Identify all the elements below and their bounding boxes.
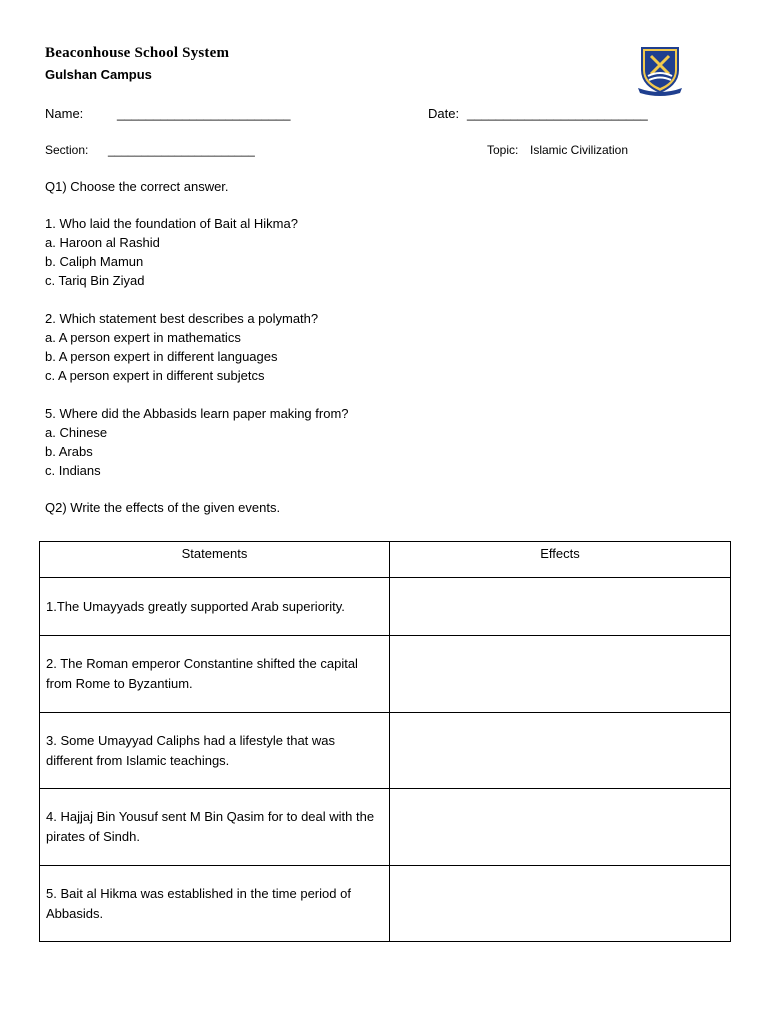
campus-name: Gulshan Campus	[45, 67, 152, 82]
answer-option[interactable]: a. Haroon al Rashid	[45, 235, 160, 250]
question-text: 2. Which statement best describes a polymath?	[45, 311, 319, 326]
topic-value: Islamic Civilization	[530, 143, 629, 157]
effect-cell[interactable]	[389, 789, 730, 866]
table-row	[40, 789, 731, 866]
effect-cell[interactable]	[389, 866, 730, 942]
statement-cell: 4. Hajjaj Bin Yousuf sent M Bin Qasim for to deal with the pirates of Sindh.	[40, 789, 390, 866]
question-block	[45, 214, 298, 290]
section-label: Section:	[45, 143, 89, 157]
answer-option[interactable]: c. Indians	[45, 463, 101, 478]
date-label: Date:	[428, 106, 460, 121]
school-name: Beaconhouse School System	[45, 45, 230, 61]
date-blank[interactable]: _________________________	[467, 106, 648, 121]
question-block	[45, 309, 318, 385]
statement-cell: 3. Some Umayyad Caliphs had a lifestyle that was different from Islamic teachings.	[40, 713, 390, 789]
question-block	[45, 404, 349, 480]
question-text: 1. Who laid the foundation of Bait al Hikma?	[45, 216, 298, 231]
statement-cell: 2. The Roman emperor Constantine shifted the capital from Rome to Byzantium.	[40, 636, 390, 713]
statement-cell: 1.The Umayyads greatly supported Arab superiority.	[40, 578, 390, 636]
effect-cell[interactable]	[389, 713, 730, 789]
answer-option[interactable]: b. Caliph Mamun	[45, 254, 144, 269]
answer-option[interactable]: c. A person expert in different subjetcs	[45, 368, 265, 383]
q2-heading: Q2) Write the effects of the given events.	[45, 500, 281, 515]
answer-option[interactable]: b. A person expert in different languages	[45, 349, 278, 364]
name-blank[interactable]: ________________________	[117, 106, 291, 121]
effect-cell[interactable]	[389, 636, 730, 713]
table-row	[40, 866, 731, 942]
table-row	[40, 578, 731, 636]
effect-cell[interactable]	[389, 578, 730, 636]
answer-option[interactable]: b. Arabs	[45, 444, 93, 459]
effects-header: Effects	[389, 542, 730, 578]
answer-option[interactable]: a. A person expert in mathematics	[45, 330, 241, 345]
table-header-row	[40, 542, 731, 578]
name-label: Name:	[45, 106, 84, 121]
table-row	[40, 636, 731, 713]
question-text: 5. Where did the Abbasids learn paper making from?	[45, 406, 349, 421]
answer-option[interactable]: c. Tariq Bin Ziyad	[45, 273, 145, 288]
q1-heading: Q1) Choose the correct answer.	[45, 179, 229, 194]
table-row	[40, 713, 731, 789]
school-crest-icon	[636, 44, 684, 96]
topic-label: Topic:	[487, 143, 519, 157]
answer-option[interactable]: a. Chinese	[45, 425, 108, 440]
section-blank[interactable]: ______________________	[108, 143, 255, 157]
statements-header: Statements	[40, 542, 390, 578]
effects-table	[39, 541, 731, 942]
statement-cell: 5. Bait al Hikma was established in the time period of Abbasids.	[40, 866, 390, 942]
